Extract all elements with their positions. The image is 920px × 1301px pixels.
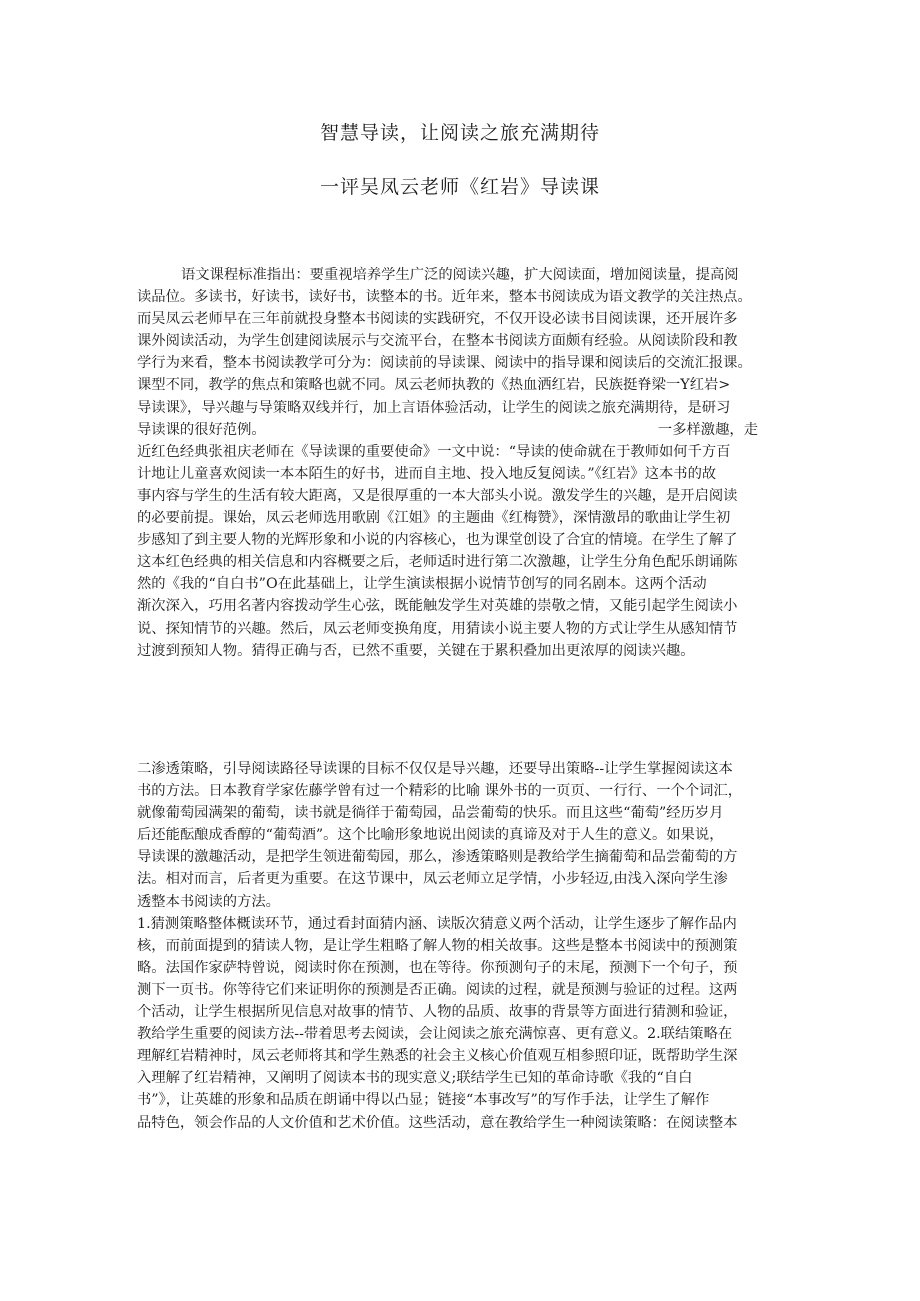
document-title: 智慧导读，让阅读之旅充满期待 <box>319 122 600 144</box>
paragraph-line: 理解红岩精神时，凤云老师将其和学生熟悉的社会主义核心价值观互相参照印证，既帮助学生深 <box>137 1048 738 1065</box>
split-line-left: 导读课的很好范例。 <box>137 421 266 438</box>
paragraph-line: 课型不同，教学的焦点和策略也就不同。凤云老师执教的《热血洒红岩，民族挺脊梁一Y红岩> <box>137 377 731 394</box>
paragraph-line: 测下一页书。你等待它们来证明你的预测是否正确。阅读的过程，就是预测与验证的过程。这两 <box>137 981 738 998</box>
paragraph-line: 书”》，让英雄的形象和品质在朗诵中得以凸显；链接“本事改写”的写作手法，让学生了解作 <box>137 1092 710 1109</box>
section-heading-fragment: 一多样激趣，走 <box>657 421 758 438</box>
paragraph-line: 近红色经典张祖庆老师在《导读课的重要使命》一文中说：“导读的使命就在于教师如何千方百 <box>137 443 731 460</box>
paragraph-line: 教给学生重要的阅读方法--带着思考去阅读，会让阅读之旅充满惊喜、更有意义。2.联结策略在 <box>137 1026 733 1043</box>
paragraph-line: 的必要前提。课始，凤云老师选用歌剧《江姐》的主题曲《红梅赞》，深情激昂的歌曲让学生初 <box>137 510 731 527</box>
paragraph-line: 透整本书阅读的方法。 <box>137 893 280 910</box>
paragraph-line: 个活动，让学生根据所见信息对故事的情节、人物的品质、故事的背景等方面进行猜测和验证， <box>137 1004 738 1021</box>
paragraph-line: 法。相对而言，后者更为重要。在这节课中，凤云老师立足学情，小步轻迈,由浅入深向学生渗 <box>137 871 728 888</box>
paragraph-line: 学行为来看，整本书阅读教学可分为：阅读前的导读课、阅读中的指导课和阅读后的交流汇报课。 <box>137 355 752 372</box>
section-1 <box>137 264 788 662</box>
paragraph-line: 就像葡萄园满架的葡萄，读书就是徜徉于葡萄园，品尝葡萄的快乐。而且这些“葡萄”经历岁月 <box>137 805 724 822</box>
section-2 <box>137 758 788 1134</box>
paragraph-line: 课外阅读活动，为学生创建阅读展示与交流平台，在整本书阅读方面颇有经验。从阅读阶段和教 <box>137 333 738 350</box>
paragraph-line: 过渡到预知人物。猜得正确与否，已然不重要，关键在于累积叠加出更浓厚的阅读兴趣。 <box>137 642 695 659</box>
paragraph-line: 这本红色经典的相关信息和内容概要之后，老师适时进行第二次激趣，让学生分角色配乐朗诵陈 <box>137 554 738 571</box>
split-line <box>137 419 788 441</box>
paragraph-line: 而吴凤云老师早在三年前就投身整本书阅读的实践研究，不仅开设必读书目阅读课，还开展许多 <box>137 311 738 328</box>
paragraph-line: 核，而前面提到的猜读人物，是让学生粗略了解人物的相关故事。这些是整本书阅读中的预测策 <box>137 937 738 954</box>
paragraph-line: 导读课》，导兴趣与导策略双线并行，加上言语体验活动，让学生的阅读之旅充满期待，是研习 <box>137 399 731 416</box>
paragraph-line: 入理解了红岩精神，又阐明了阅读本书的现实意义;联结学生已知的革命诗歌《我的“自白 <box>137 1070 693 1087</box>
paragraph-line: 二渗透策略，引导阅读路径导读课的目标不仅仅是导兴趣，还要导出策略--让学生掌握阅读这本 <box>137 761 733 777</box>
paragraph-line: 读品位。多读书，好读书，读好书，读整本的书。近年来，整本书阅读成为语文教学的关注热点。 <box>137 289 752 306</box>
paragraph-line: 计地让儿童喜欢阅读一本本陌生的好书，进而自主地、投入地反复阅读。”《红岩》这本书的故 <box>137 465 717 482</box>
paragraph-line: 说、探知情节的兴趣。然后，凤云老师变换角度，用猜读小说主要人物的方式让学生从感知情节 <box>137 620 738 637</box>
paragraph-line: 后还能酝酿成香醇的“葡萄酒”。这个比喻形象地说出阅读的真谛及对于人生的意义。如果说， <box>137 827 724 844</box>
paragraph-line: 1.猜测策略整体概读环节，通过看封面猜内涵、读版次猜意义两个活动，让学生逐步了解作品内 <box>137 915 737 932</box>
paragraph-line: 渐次深入，巧用名著内容拨动学生心弦，既能触发学生对英雄的崇敬之情，又能引起学生阅读小 <box>137 598 738 615</box>
paragraph-line: 略。法国作家萨特曾说，阅读时你在预测，也在等待。你预测句子的末尾，预测下一个句子，预 <box>137 959 738 976</box>
paragraph-line: 事内容与学生的生活有较大距离，又是很厚重的一本大部头小说。激发学生的兴趣，是开启阅读 <box>137 487 738 504</box>
paragraph-line: 品特色，领会作品的人文价值和艺术价值。这些活动，意在教给学生一种阅读策略：在阅读整本 <box>137 1114 738 1131</box>
paragraph-line: 然的《我的“自白书”O在此基础上，让学生演读根据小说情节创写的同名剧本。这两个活动 <box>137 576 707 593</box>
paragraph-line: 导读课的激趣活动，是把学生领进葡萄园，那么，渗透策略则是教给学生摘葡萄和品尝葡萄的方 <box>137 849 738 866</box>
document-subtitle: 一评吴凤云老师《红岩》导读课 <box>319 176 600 198</box>
paragraph-line: 语文课程标准指出：要重视培养学生广泛的阅读兴趣，扩大阅读面，增加阅读量，提高阅 <box>181 267 739 283</box>
paragraph-line: 步感知了到主要人物的光辉形象和小说的内容核心，也为课堂创设了合宜的情境。在学生了解了 <box>137 532 738 549</box>
paragraph-line: 书的方法。日本教育学家佐藤学曾有过一个精彩的比喻 课外书的一页页、一行行、一个个词汇， <box>137 783 743 800</box>
